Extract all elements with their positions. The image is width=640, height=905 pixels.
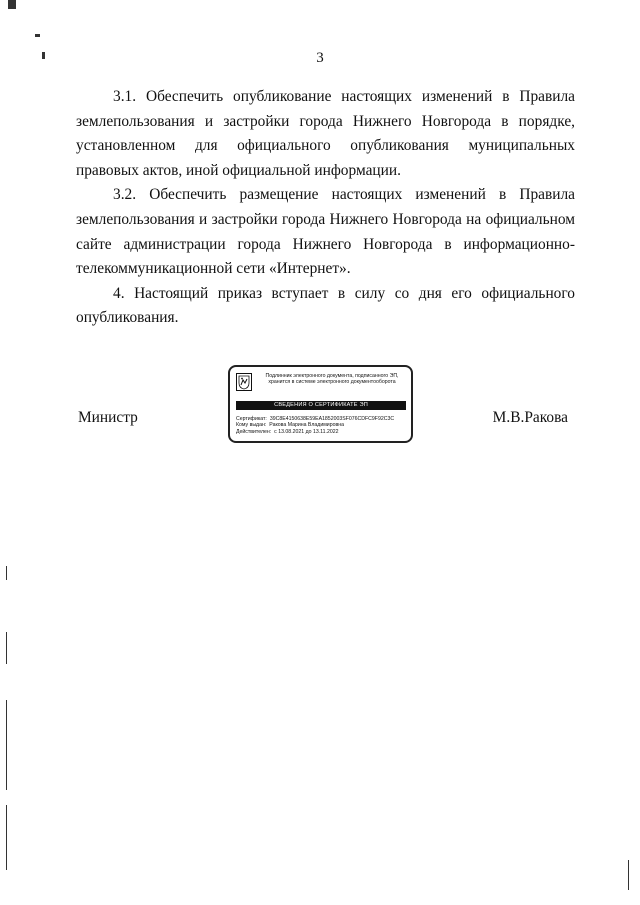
validity-row bbox=[236, 429, 408, 435]
validity-label: Действителен: bbox=[236, 428, 272, 435]
scan-artifact-line bbox=[6, 566, 7, 580]
electronic-signature-stamp bbox=[228, 365, 413, 443]
issued-to-label: Кому выдан: bbox=[236, 422, 267, 429]
page-number: 3 bbox=[316, 50, 324, 66]
document-body bbox=[76, 85, 575, 331]
stamp-notice-line: Подлинник электронного документа, подписанного ЭП, bbox=[265, 373, 399, 379]
scan-artifact-line bbox=[6, 632, 7, 664]
stamp-notice bbox=[256, 373, 408, 386]
issued-to-value: Ракова Марина Владимировна bbox=[269, 422, 344, 429]
paragraph-3-2: 3.2. Обеспечить размещение настоящих изменений в Правила землепользования и застройки города Нижнего Новгорода на официальном сайте администрации города Нижнего Новгорода в информационно-телекоммуникационной сети «Интернет». bbox=[76, 186, 575, 278]
coat-of-arms-icon bbox=[236, 373, 252, 391]
certificate-label: Сертификат: bbox=[236, 416, 267, 422]
scan-artifact-mark bbox=[35, 34, 40, 37]
scan-artifact-corner bbox=[8, 0, 16, 9]
certificate-value: 39C8E4150638E59EA1852003SF076CDFC9F92C3C bbox=[269, 416, 395, 422]
validity-value: с 13.08.2021 до 13.11.2022 bbox=[274, 428, 339, 435]
certificate-details bbox=[236, 416, 408, 435]
scan-artifact-line bbox=[6, 700, 7, 790]
signatory-title: Министр bbox=[78, 409, 138, 426]
stamp-header: СВЕДЕНИЯ О СЕРТИФИКАТЕ ЭП bbox=[236, 401, 406, 410]
paragraph-3-1: 3.1. Обеспечить опубликование настоящих изменений в Правила землепользования и застройки города Нижнего Новгорода в порядке, установленном для официального опубликования муниципальных правовых актов, иной официальной информации. bbox=[76, 88, 575, 179]
scan-artifact-line bbox=[628, 860, 629, 890]
scan-artifact-line bbox=[6, 805, 7, 870]
signatory-name: М.В.Ракова bbox=[492, 409, 568, 426]
paragraph-4: 4. Настоящий приказ вступает в силу со дня его официального опубликования. bbox=[76, 284, 575, 327]
stamp-notice-line: хранится в системе электронного документооборота bbox=[268, 379, 396, 386]
